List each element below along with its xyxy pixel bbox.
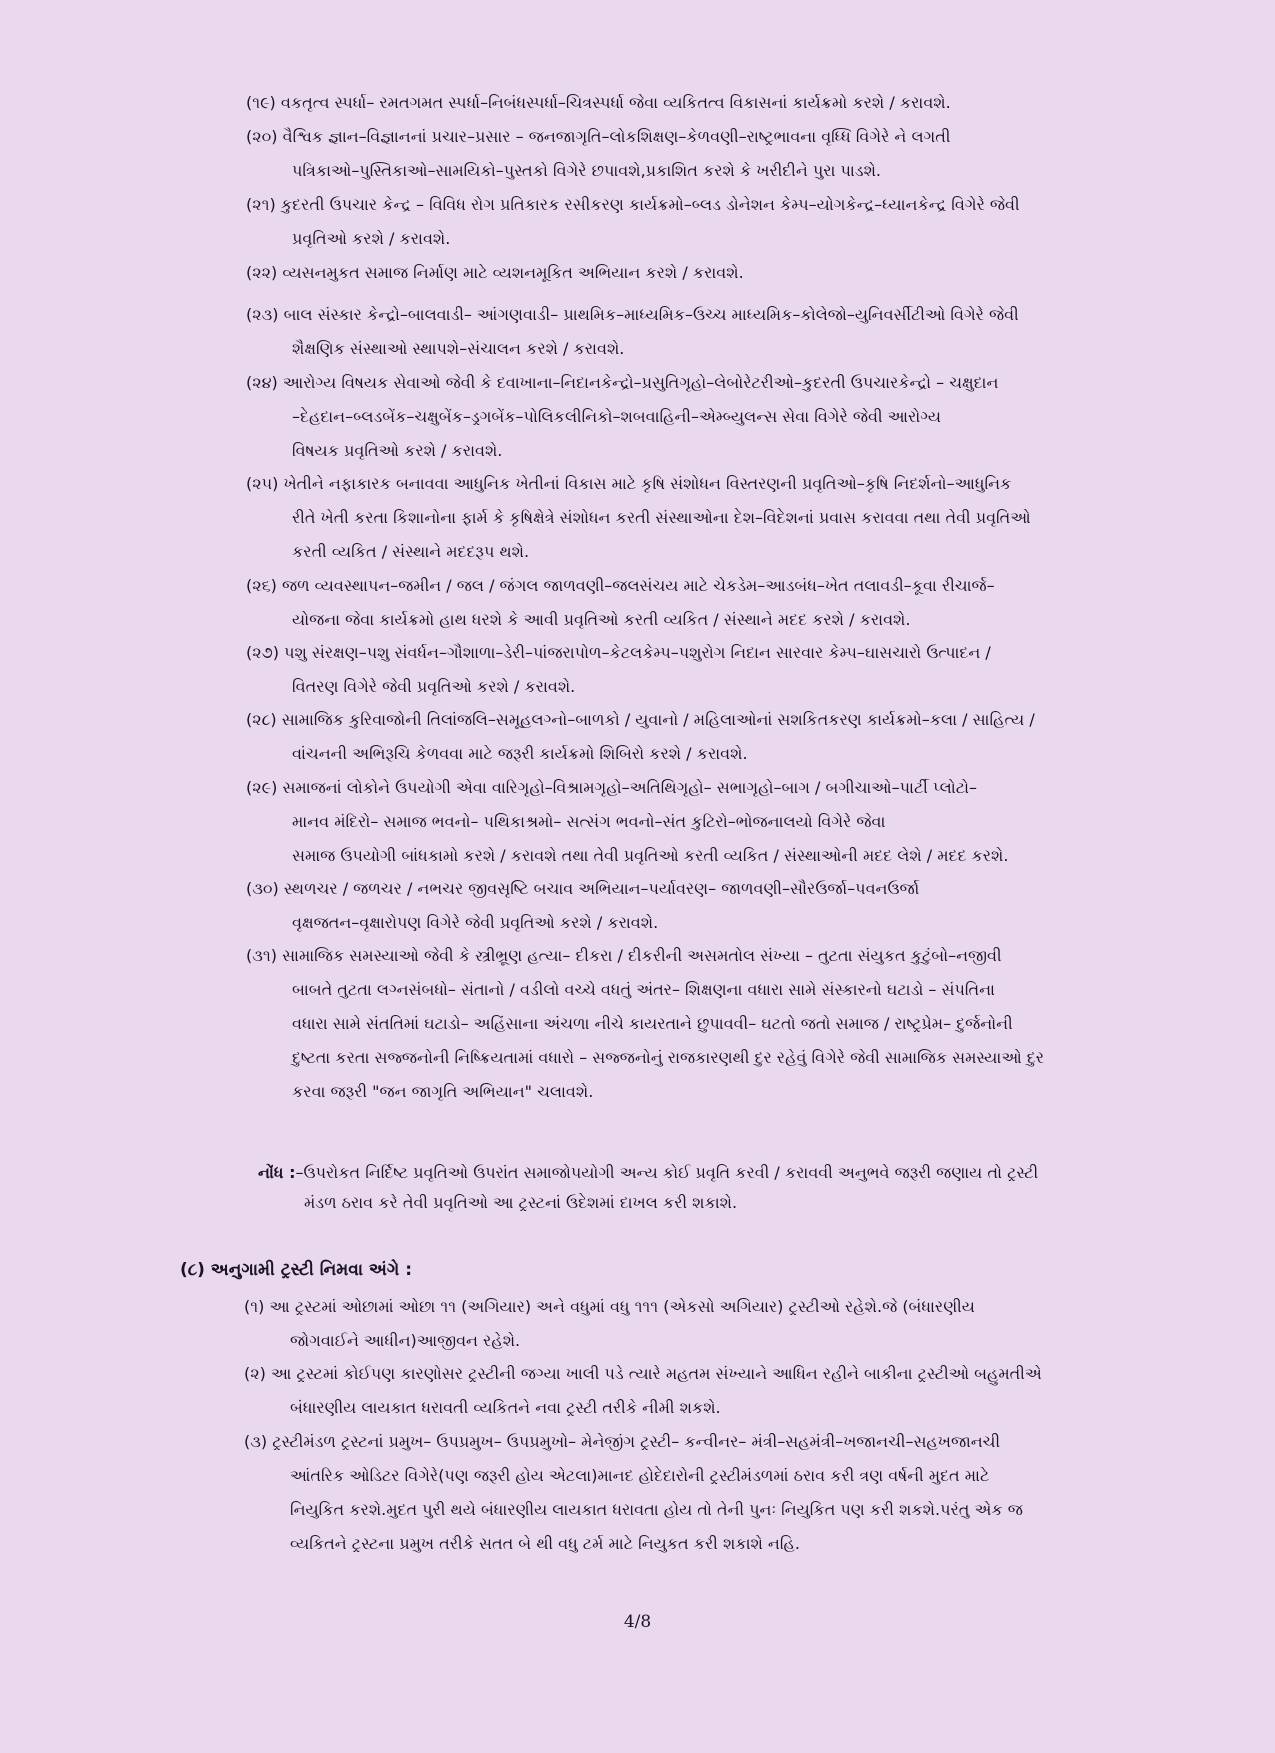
item-text: ખેતીને નફાકારક બનાવવા આધુનિક ખેતીનાં વિકાસ માટે કૃષિ સંશોધન વિસ્તરણની પ્રવૃતિઓ–કૃષિ નિદર્શનો–આધુનિક	[283, 474, 1012, 493]
item-text: જોગવાઈને આધીન)આજીવન રહેશે.	[290, 1331, 521, 1350]
item-number: (૧)	[244, 1297, 265, 1316]
item-number: (૨૬)	[246, 576, 277, 595]
list-item	[244, 1290, 1124, 1358]
item-number: (૨૪)	[246, 373, 278, 392]
item-text: રીતે ખેતી કરતા કિશાનોના ફાર્મ કે કૃષિક્ષેત્રે સંશોધન કરતી સંસ્થાઓના દેશ–વિદેશનાં પ્રવાસ કરાવવા તથા તેવી પ્રવૃતિઓ	[292, 508, 1031, 527]
list-item	[246, 256, 1126, 290]
item-text: વધારા સામે સંતતિમાં ઘટાડો– અહિંસાના અંચળા નીચે કાયરતાને છુપાવવી– ઘટતો જતો સમાજ / રાષ્ટ્રપ્રેમ– દુર્જનોની	[292, 1014, 1013, 1033]
item-text: યોજના જેવા કાર્યક્રમો હાથ ધરશે કે આવી પ્રવૃતિઓ કરતી વ્યકિત / સંસ્થાને મદદ કરશે / કરાવશે.	[292, 610, 911, 629]
item-text: –દેહદાન–બ્લડબેંક–ચક્ષુબેંક–ડ્રગબેંક–પોલિકલીનિકો–શબવાહિની–એમ્બ્યુલન્સ સેવા વિગેરે જેવી આરોગ્ય	[292, 407, 942, 426]
item-text: વ્યસનમુકત સમાજ નિર્માણ માટે વ્યશનમૂકિત અભિયાન કરશે / કરાવશે.	[282, 263, 744, 282]
item-text: પશુ સંરક્ષણ–પશુ સંવર્ધન–ગૌશાળા–ડેરી–પાંજરાપોળ–કેટલકેમ્પ–પશુરોગ નિદાન સારવાર કેમ્પ–ઘાસચારો ઉત્પાદન /	[284, 643, 991, 662]
item-text: આ ટ્રસ્ટમાં કોઈપણ કારણોસર ટ્રસ્ટીની જગ્યા ખાલી પડે ત્યારે મહતમ સંખ્યાને આધિન રહીને બાકીના ટ્રસ્ટીઓ બહુમતીએ	[270, 1364, 1042, 1383]
item-line	[246, 703, 1126, 737]
item-text: આ ટ્રસ્ટમાં ઓછામાં ઓછા ૧૧ (અગિયાર) અને વધુમાં વધુ ૧૧૧ (એકસો અગિયાર) ટ્રસ્ટીઓ રહેશે.જે (બંધારણીય	[269, 1297, 975, 1316]
item-line	[246, 939, 1126, 973]
item-text: સમાજનાં લોકોને ઉપયોગી એવા વારિગૃહો–વિશ્રામગૃહો–અતિથિગૃહો– સભાગૃહો–બાગ / બગીચાઓ–પાર્ટી પ્લોટો–	[282, 778, 978, 797]
item-text: વકતૃત્વ સ્પર્ધા– રમતગમત સ્પર્ધા–નિબંધસ્પર્ધા–ચિત્રસ્પર્ધા જેવા વ્યકિતત્વ વિકાસનાં કાર્યક્રમો કરશે / કરાવશે.	[280, 93, 951, 112]
item-text: માનવ મંદિરો– સમાજ ભવનો– પથિકાશ્રમો– સત્સંગ ભવનો–સંત કુટિરો–ભોજનાલયો વિગેરે જેવા	[292, 812, 886, 831]
list-item	[246, 366, 1126, 468]
item-line	[246, 771, 1126, 805]
list-item	[244, 1357, 1124, 1425]
section-heading: (૮) અનુગામી ટ્રસ્ટી નિમવા અંગે :	[180, 1260, 412, 1280]
item-line	[246, 366, 1126, 400]
item-number: (૨૫)	[246, 474, 279, 493]
item-number: (૩૦)	[246, 879, 279, 898]
list-item	[246, 120, 1126, 188]
list-item	[246, 771, 1126, 873]
item-number: (૩)	[244, 1432, 268, 1451]
item-text: જળ વ્યવસ્થાપન–જમીન / જલ / જંગલ જાળવણી–જલસંચય માટે ચેકડેમ–આડબંધ–ખેત તલાવડી–કૂવા રીચાર્જ–	[281, 576, 995, 595]
item-text: સ્થળચર / જળચર / નભચર જીવસૃષ્ટિ બચાવ અભિયાન–પર્યાવરણ– જાળવણી–સૌરઉર્જા–પવનઉર્જા	[283, 879, 920, 898]
item-number: (૩૧)	[246, 946, 277, 965]
list-item	[246, 569, 1126, 637]
item-number: (૨૨)	[246, 263, 278, 282]
item-number: (૧૯)	[246, 93, 276, 112]
item-number: (૨૯)	[246, 778, 278, 797]
item-text: વિષયક પ્રવૃતિઓ કરશે / કરાવશે.	[292, 441, 503, 460]
item-text: આરોગ્ય વિષયક સેવાઓ જેવી કે દવાખાના–નિદાનકેન્દ્રો–પ્રસુતિગૃહો–લેબોરેટરીઓ–કુદરતી ઉપચારકેન્દ્રો – ચક્ષુદાન	[282, 373, 999, 392]
item-text: સામાજિક કુરિવાજોની તિલાંજલિ–સમૂહલગ્નો–બાળકો / યુવાનો / મહિલાઓનાં સશકિતકરણ કાર્યક્રમો–કલા / સાહિત્ય /	[281, 710, 1035, 729]
item-text: સમાજ ઉપયોગી બાંધકામો કરશે / કરાવશે તથા તેવી પ્રવૃતિઓ કરતી વ્યકિત / સંસ્થાઓની મદદ લેશે / મદદ કરશે.	[292, 846, 1009, 865]
item-text: કરતી વ્યકિત / સંસ્થાને મદદરૂપ થશે.	[292, 542, 530, 561]
item-line	[244, 1290, 1124, 1324]
list-item	[246, 939, 1126, 1109]
item-text: વાંચનની અભિરૂચિ કેળવવા માટે જરૂરી કાર્યક્રમો શિબિરો કરશે / કરાવશે.	[292, 744, 748, 763]
item-line	[244, 1425, 1124, 1459]
list-item	[246, 703, 1126, 771]
item-line	[246, 298, 1126, 332]
item-line	[246, 636, 1126, 670]
item-text: વ્યકિતને ટ્રસ્ટના પ્રમુખ તરીકે સતત બે થી વધુ ટર્મ માટે નિયુકત કરી શકાશે નહિ.	[290, 1534, 800, 1553]
item-line	[246, 188, 1126, 222]
list-item	[246, 86, 1126, 120]
item-line	[244, 1357, 1124, 1391]
item-text: સામાજિક સમસ્યાઓ જેવી કે સ્ત્રીભ્રૂણ હત્યા– દીકરા / દીકરીની અસમતોલ સંખ્યા – તુટતા સંયુકત કુટુંબો–નજીવી	[282, 946, 1002, 965]
list-item	[244, 1425, 1124, 1561]
item-text: નિયુકિત કરશે.મુદત પુરી થયે બંધારણીય લાયકાત ધરાવતા હોય તો તેની પુનઃ નિયુકિત પણ કરી શકશે.પરંતુ એક જ	[290, 1500, 1023, 1519]
page-number: 4/8	[623, 1612, 652, 1632]
item-line	[246, 256, 1126, 290]
item-text: કુદરતી ઉપચાર કેન્દ્ર – વિવિધ રોગ પ્રતિકારક રસીકરણ કાર્યક્રમો–બ્લડ ડોનેશન કેમ્પ–યોગકેન્દ્ર–ધ્યાનકેન્દ્ર વિગેરે જેવી	[280, 195, 1020, 214]
item-number: (૨૧)	[246, 195, 276, 214]
item-number: (૨૩)	[246, 305, 279, 324]
item-line	[246, 872, 1126, 906]
item-text: ટ્રસ્ટીમંડળ ટ્રસ્ટનાં પ્રમુખ– ઉપપ્રમુખ– ઉપપ્રમુખો– મેનેજીંગ ટ્રસ્ટી– કન્વીનર– મંત્રી–સહમંત્રી–ખજાનચી–સહખજાનચી	[272, 1432, 1001, 1451]
item-text: બાલ સંસ્કાર કેન્દ્રો–બાલવાડી– આંગણવાડી– પ્રાથમિક–માધ્યમિક–ઉચ્ચ માધ્યમિક–કોલેજો–યુનિવર્સીટીઓ વિગેરે જેવી	[283, 305, 1019, 324]
item-line	[246, 569, 1126, 603]
item-text: વૃક્ષજતન–વૃક્ષારોપણ વિગેરે જેવી પ્રવૃતિઓ કરશે / કરાવશે.	[292, 913, 659, 932]
item-text: વૈશ્વિક જ્ઞાન–વિજ્ઞાનનાં પ્રચાર–પ્રસાર – જનજાગૃતિ–લોકશિક્ષણ–કેળવણી–રાષ્ટ્રભાવના વૃધ્ધિ વિગેરે ને લગતી	[282, 127, 951, 146]
list-item	[246, 636, 1126, 704]
item-text: દુષ્ટતા કરતા સજ્જનોની નિષ્ક્રિયતામાં વધારો – સજ્જનોનું રાજકારણથી દુર રહેવું વિગેરે જેવી સામાજિક સમસ્યાઓ દુર	[292, 1048, 1044, 1067]
list-item	[246, 188, 1126, 256]
item-text: બાબતે તુટતા લગ્નસંબધો– સંતાનો / વડીલો વચ્ચે વધતું અંતર– શિક્ષણના વધારા સામે સંસ્કારનો ઘટાડો – સંપતિના	[292, 980, 995, 999]
item-text: આંતરિક ઓડિટર વિગેરે(પણ જરૂરી હોય એટલા)માનદ હોદેદારોની ટ્રસ્ટીમંડળમાં ઠરાવ કરી ત્રણ વર્ષની મુદત માટે	[290, 1466, 990, 1485]
item-text: શૈક્ષણિક સંસ્થાઓ સ્થાપશે–સંચાલન કરશે / કરાવશે.	[292, 339, 625, 358]
item-number: (૨૮)	[246, 710, 277, 729]
list-item	[246, 298, 1126, 366]
note-line: –ઉપરોકત નિર્દિષ્ટ પ્રવૃતિઓ ઉપરાંત સમાજોપયોગી અન્ય કોઈ પ્રવૃતિ કરવી / કરાવવી અનુભવે જરૂરી જણાય તો ટ્રસ્ટી	[295, 1163, 1039, 1182]
note-paragraph	[258, 1158, 1138, 1218]
item-number: (૨૭)	[246, 643, 279, 662]
item-text: બંધારણીય લાયકાત ધરાવતી વ્યકિતને નવા ટ્રસ્ટી તરીકે નીમી શકશે.	[290, 1398, 721, 1417]
item-line	[246, 86, 1126, 120]
list-item	[246, 467, 1126, 569]
item-number: (૨)	[244, 1364, 266, 1383]
item-number: (૨૦)	[246, 127, 278, 146]
item-text: પ્રવૃતિઓ કરશે / કરાવશે.	[292, 229, 451, 248]
item-line	[246, 467, 1126, 501]
item-line	[246, 120, 1126, 154]
item-text: કરવા જરૂરી "જન જાગૃતિ અભિયાન" ચલાવશે.	[292, 1082, 594, 1101]
list-item	[246, 872, 1126, 940]
note-line: મંડળ ઠરાવ કરે તેવી પ્રવૃતિઓ આ ટ્રસ્ટનાં ઉદેશમાં દાખલ કરી શકાશે.	[304, 1193, 738, 1212]
item-text: વિતરણ વિગેરે જેવી પ્રવૃતિઓ કરશે / કરાવશે.	[292, 677, 576, 696]
note-label: નોંધ :	[258, 1163, 296, 1182]
item-text: પત્રિકાઓ–પુસ્તિકાઓ–સામયિકો–પુસ્તકો વિગેરે છપાવશે,પ્રકાશિત કરશે કે ખરીદીને પુરા પાડશે.	[292, 161, 881, 180]
